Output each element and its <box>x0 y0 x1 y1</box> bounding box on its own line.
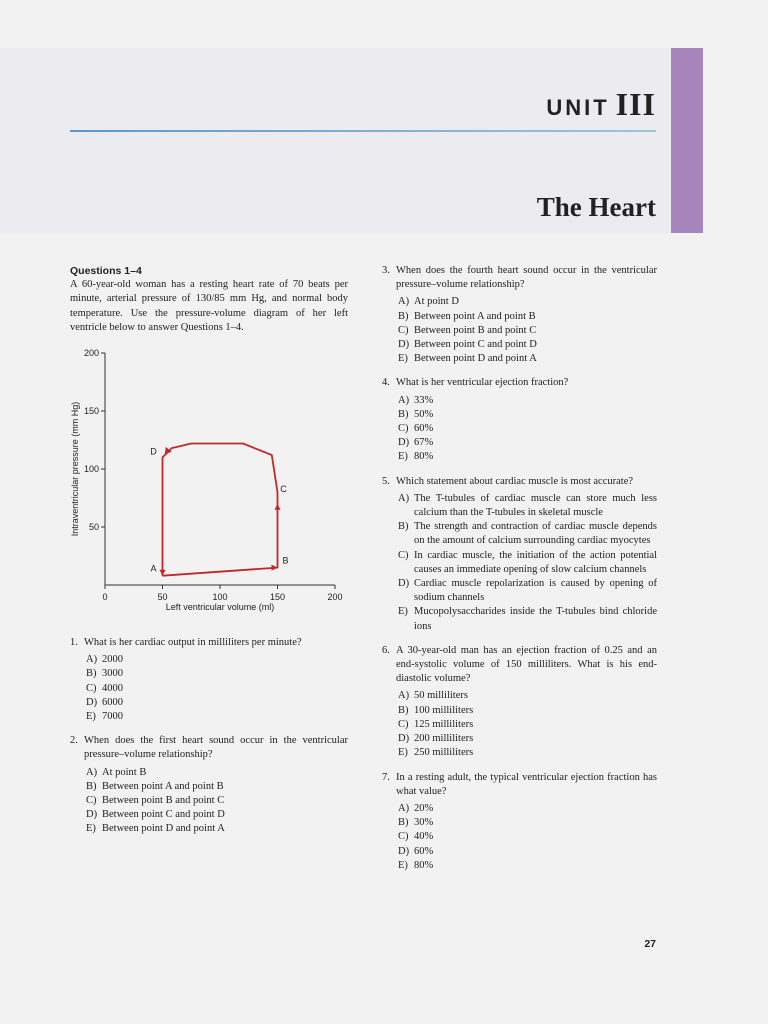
option-text: 4000 <box>102 682 123 694</box>
answer-option <box>398 746 657 760</box>
answer-option <box>398 352 657 366</box>
arrow-isovolumic-contraction <box>275 504 281 510</box>
question-stem <box>382 376 657 390</box>
question-number: 5. <box>382 475 390 487</box>
option-letter: E) <box>398 859 408 871</box>
option-text: The T-tubules of cardiac muscle can store much less calcium than the T-tubules in skeletal muscle <box>414 492 657 519</box>
option-letter: A) <box>398 394 410 406</box>
option-text: Between point D and point A <box>414 353 537 365</box>
unit-side-tab <box>671 48 703 233</box>
option-letter: D) <box>398 339 410 351</box>
option-text: 80% <box>414 451 434 463</box>
option-text: 50% <box>414 408 434 420</box>
question-stem <box>382 771 657 799</box>
option-text: Between point D and point A <box>102 823 225 835</box>
option-text: Cardiac muscle repolarization is caused by opening of sodium channels <box>414 578 657 604</box>
question-item <box>382 264 657 366</box>
x-tick-label: 0 <box>102 592 108 602</box>
answer-option <box>398 520 657 548</box>
questions-heading: Questions 1–4 <box>70 265 142 277</box>
option-letter: C) <box>86 795 97 807</box>
question-stem <box>70 636 348 650</box>
left-question-list <box>70 636 348 847</box>
answer-option <box>398 605 657 633</box>
option-text: Mucopolysaccharides inside the T-tubules bind chloride ions <box>414 606 657 632</box>
option-letter: B) <box>398 521 409 533</box>
answer-options <box>398 394 657 465</box>
option-text: 33% <box>414 394 434 406</box>
option-text: Between point B and point C <box>102 795 225 807</box>
question-stem <box>382 644 657 687</box>
x-tick-label: 50 <box>157 592 168 602</box>
answer-options <box>86 766 348 837</box>
answer-option <box>86 682 348 696</box>
x-tick-label: 150 <box>269 592 286 602</box>
option-text: 60% <box>414 845 434 857</box>
option-letter: D) <box>86 696 98 708</box>
answer-option <box>86 794 348 808</box>
option-text: 100 milliliters <box>414 704 474 716</box>
right-question-list <box>382 264 657 883</box>
option-text: 125 milliliters <box>414 718 474 730</box>
question-text: What is her ventricular ejection fraction? <box>396 377 569 389</box>
y-tick-label: 150 <box>83 406 99 416</box>
answer-option <box>86 667 348 681</box>
option-text: 2000 <box>102 654 123 666</box>
question-stem <box>70 734 348 762</box>
option-letter: C) <box>86 682 97 694</box>
option-text: 6000 <box>102 696 123 708</box>
option-text: At point B <box>102 766 147 778</box>
answer-option <box>398 422 657 436</box>
option-letter: B) <box>86 780 97 792</box>
question-item <box>382 376 657 464</box>
option-letter: C) <box>398 324 409 336</box>
answer-option <box>398 394 657 408</box>
x-tick-label: 100 <box>212 592 228 602</box>
question-number: 2. <box>70 735 78 747</box>
option-text: 40% <box>414 831 434 843</box>
option-text: 20% <box>414 802 434 814</box>
point-label: C <box>280 484 287 495</box>
question-text: In a resting adult, the typical ventricular ejection fraction has what value? <box>396 771 657 797</box>
answer-option <box>398 859 657 873</box>
answer-option <box>398 492 657 520</box>
option-letter: C) <box>398 423 409 435</box>
unit-word: UNIT <box>546 95 610 120</box>
answer-option <box>398 802 657 816</box>
option-text: 250 milliliters <box>414 747 474 759</box>
answer-option <box>398 816 657 830</box>
question-number: 6. <box>382 644 390 656</box>
option-letter: A) <box>398 492 410 504</box>
question-text: When does the fourth heart sound occur in the ventricular pressure–volume relationship? <box>396 265 657 291</box>
option-text: At point D <box>414 296 459 308</box>
option-letter: B) <box>398 704 409 716</box>
option-letter: B) <box>398 310 409 322</box>
option-text: In cardiac muscle, the initiation of the action potential causes an immediate opening of slow calcium channels <box>414 549 657 575</box>
answer-option <box>398 310 657 324</box>
answer-option <box>398 718 657 732</box>
option-text: 60% <box>414 423 434 435</box>
answer-options <box>398 802 657 873</box>
option-letter: D) <box>398 845 410 857</box>
y-tick-label: 100 <box>83 464 99 474</box>
y-tick-label: 50 <box>88 522 99 532</box>
question-number: 7. <box>382 771 390 783</box>
question-item <box>70 734 348 836</box>
question-item <box>382 771 657 873</box>
answer-option <box>398 549 657 577</box>
answer-options <box>398 492 657 634</box>
option-text: Between point C and point D <box>414 339 537 351</box>
option-text: 80% <box>414 859 434 871</box>
option-letter: C) <box>398 718 409 730</box>
option-text: Between point B and point C <box>414 324 537 336</box>
question-number: 4. <box>382 377 390 389</box>
y-axis-title: Intraventricular pressure (mm Hg) <box>70 401 80 537</box>
point-label: D <box>150 446 157 457</box>
option-letter: A) <box>86 766 98 778</box>
unit-number: III <box>615 86 656 122</box>
answer-option <box>398 408 657 422</box>
answer-option <box>86 710 348 724</box>
option-letter: E) <box>398 451 408 463</box>
answer-option <box>86 696 348 710</box>
pv-loop-line <box>163 444 278 576</box>
question-text: A 30-year-old man has an ejection fraction of 0.25 and an end-systolic volume of 150 milliliters. What is his end-diastolic volume? <box>396 644 657 685</box>
point-label: B <box>282 555 289 566</box>
answer-options <box>398 689 657 760</box>
case-intro: A 60-year-old woman has a resting heart rate of 70 beats per minute, arterial pressure of 130/85 mm Hg, and normal body temperature. Use the pressure-volume diagram of her left ventricle below to answer Questions 1–4. <box>70 279 348 333</box>
option-letter: C) <box>398 831 409 843</box>
point-label: A <box>150 563 157 574</box>
option-text: 30% <box>414 817 434 829</box>
y-tick-label: 200 <box>83 348 99 358</box>
answer-option <box>398 577 657 605</box>
answer-option <box>86 653 348 667</box>
header-rule <box>70 130 656 132</box>
unit-label <box>546 86 656 123</box>
option-letter: B) <box>398 817 409 829</box>
option-letter: D) <box>398 578 410 590</box>
answer-option <box>398 436 657 450</box>
option-letter: E) <box>86 823 96 835</box>
answer-option <box>398 830 657 844</box>
option-text: 67% <box>414 437 434 449</box>
answer-option <box>398 450 657 464</box>
pressure-volume-svg <box>70 343 350 623</box>
answer-option <box>86 822 348 836</box>
option-letter: E) <box>398 353 408 365</box>
question-item <box>382 644 657 761</box>
option-letter: A) <box>86 654 98 666</box>
answer-option <box>86 780 348 794</box>
answer-option <box>398 324 657 338</box>
option-text: 3000 <box>102 668 123 680</box>
x-axis-title: Left ventricular volume (ml) <box>165 602 275 612</box>
answer-option <box>86 808 348 822</box>
option-text: Between point C and point D <box>102 809 225 821</box>
option-letter: D) <box>398 437 410 449</box>
answer-option <box>398 295 657 309</box>
question-text: What is her cardiac output in milliliters per minute? <box>84 637 302 648</box>
option-letter: E) <box>86 711 96 723</box>
option-letter: A) <box>398 802 410 814</box>
option-letter: E) <box>398 606 408 618</box>
question-stem <box>382 264 657 292</box>
option-text: 200 milliliters <box>414 733 474 745</box>
answer-option <box>398 338 657 352</box>
option-text: 7000 <box>102 711 123 723</box>
question-number: 3. <box>382 265 390 276</box>
option-text: Between point A and point B <box>414 310 536 322</box>
option-text: Between point A and point B <box>102 780 224 792</box>
option-letter: B) <box>398 408 409 420</box>
option-letter: C) <box>398 549 409 561</box>
option-letter: B) <box>86 668 97 680</box>
question-item <box>70 636 348 724</box>
option-letter: D) <box>86 809 98 821</box>
option-text: The strength and contraction of cardiac muscle depends on the amount of calcium surrounding cardiac myocytes <box>414 521 657 547</box>
answer-option <box>398 704 657 718</box>
question-number: 1. <box>70 637 78 648</box>
answer-option <box>86 766 348 780</box>
question-item <box>382 475 657 634</box>
option-letter: E) <box>398 747 408 759</box>
answer-option <box>398 732 657 746</box>
question-text: When does the first heart sound occur in the ventricular pressure–volume relationship? <box>84 735 348 761</box>
page-number: 27 <box>644 938 656 950</box>
x-tick-label: 200 <box>327 592 343 602</box>
option-letter: A) <box>398 690 410 702</box>
question-stem <box>382 475 657 489</box>
left-column <box>70 264 348 335</box>
answer-options <box>398 295 657 366</box>
option-letter: A) <box>398 296 410 308</box>
question-text: Which statement about cardiac muscle is most accurate? <box>396 475 634 487</box>
answer-options <box>86 653 348 724</box>
chapter-title: The Heart <box>536 192 656 222</box>
answer-option <box>398 689 657 703</box>
answer-option <box>398 845 657 859</box>
pressure-volume-chart <box>70 343 350 623</box>
option-text: 50 milliliters <box>414 690 468 702</box>
option-letter: D) <box>398 733 410 745</box>
